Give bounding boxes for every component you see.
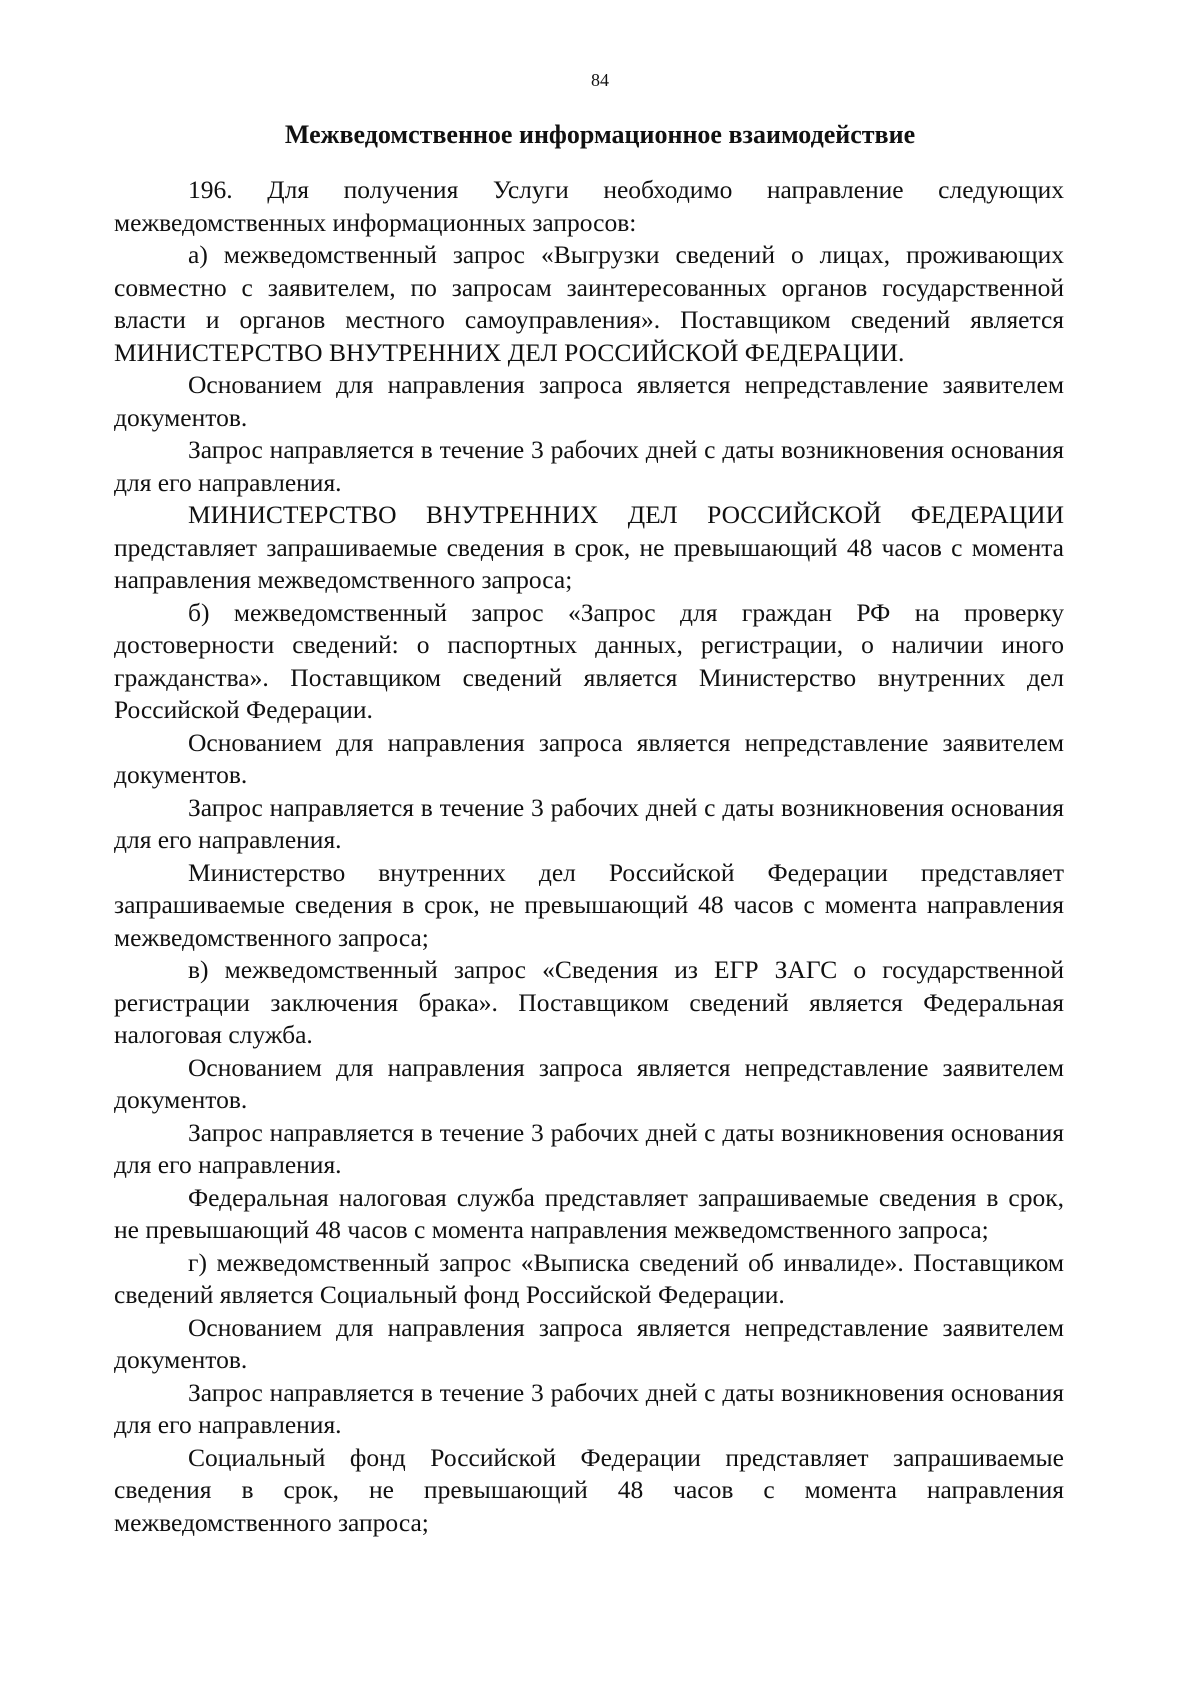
paragraph-g-deadline: Запрос направляется в течение 3 рабочих дней с даты возникновения основания для его направления. bbox=[114, 1377, 1064, 1439]
paragraph-b-response: Министерство внутренних дел Российской Федерации представляет запрашиваемые сведения в срок, не превышающий 48 часов с момента направления межведомственного запроса; bbox=[114, 857, 1064, 952]
paragraph-196-intro: 196. Для получения Услуги необходимо направление следующих межведомственных информационных запросов: bbox=[114, 175, 1064, 237]
paragraph-g-request: г) межведомственный запрос «Выписка сведений об инвалиде». Поставщиком сведений является Социальный фонд Российской Федерации. bbox=[114, 1247, 1064, 1309]
paragraph-b-deadline: Запрос направляется в течение 3 рабочих дней с даты возникновения основания для его направления. bbox=[114, 792, 1064, 854]
paragraph-b-basis: Основанием для направления запроса является непредставление заявителем документов. bbox=[114, 727, 1064, 789]
paragraph-a-response: МИНИСТЕРСТВО ВНУТРЕННИХ ДЕЛ РОССИЙСКОЙ ФЕДЕРАЦИИ представляет запрашиваемые сведения в срок, не превышающий 48 часов с момента направления межведомственного запроса; bbox=[114, 500, 1064, 594]
document-body bbox=[114, 174, 1064, 1539]
paragraph-a-basis: Основанием для направления запроса является непредставление заявителем документов. bbox=[114, 370, 1064, 432]
paragraph-a-deadline: Запрос направляется в течение 3 рабочих дней с даты возникновения основания для его направления. bbox=[114, 435, 1064, 497]
paragraph-a-request: а) межведомственный запрос «Выгрузки сведений о лицах, проживающих совместно с заявителем, по запросам заинтересованных органов государственной власти и органов местного самоуправления». Поставщиком сведений является МИНИСТЕРСТВО ВНУТРЕННИХ ДЕЛ РОССИЙСКОЙ ФЕДЕРАЦИИ. bbox=[114, 240, 1064, 367]
paragraph-b-request: б) межведомственный запрос «Запрос для граждан РФ на проверку достоверности сведений: о паспортных данных, регистрации, о наличии иного гражданства». Поставщиком сведений является Министерство внутренних дел Российской Федерации. bbox=[114, 597, 1064, 724]
paragraph-g-basis: Основанием для направления запроса является непредставление заявителем документов. bbox=[114, 1312, 1064, 1374]
paragraph-v-basis: Основанием для направления запроса является непредставление заявителем документов. bbox=[114, 1052, 1064, 1114]
paragraph-v-response: Федеральная налоговая служба представляет запрашиваемые сведения в срок, не превышающий 48 часов с момента направления межведомственного запроса; bbox=[114, 1182, 1064, 1244]
paragraph-v-request: в) межведомственный запрос «Сведения из ЕГР ЗАГС о государственной регистрации заключения брака». Поставщиком сведений является Федеральная налоговая служба. bbox=[114, 955, 1064, 1049]
paragraph-g-response: Социальный фонд Российской Федерации представляет запрашиваемые сведения в срок, не превышающий 48 часов с момента направления межведомственного запроса; bbox=[114, 1442, 1064, 1537]
paragraph-v-deadline: Запрос направляется в течение 3 рабочих дней с даты возникновения основания для его направления. bbox=[114, 1117, 1064, 1179]
page-number: 84 bbox=[591, 70, 609, 90]
section-heading: Межведомственное информационное взаимодействие bbox=[284, 120, 916, 149]
